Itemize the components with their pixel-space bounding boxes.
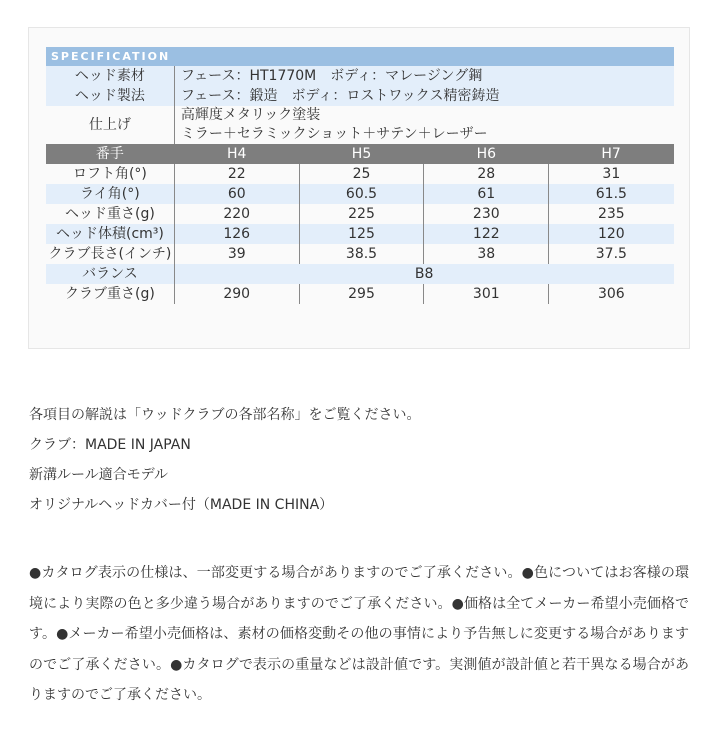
table-row-balance	[46, 264, 674, 284]
table-cell: 306	[597, 286, 625, 302]
table-cell: 38	[424, 244, 549, 264]
table-cell: 230	[424, 204, 549, 224]
row-value	[174, 106, 673, 144]
finish-line-1: 高輝度メタリック塗装	[180, 107, 321, 123]
table-cell: 295	[299, 284, 424, 304]
table-row-club-weight	[46, 284, 674, 304]
note-item: クラブ：MADE IN JAPAN	[29, 437, 191, 453]
table-row-process	[46, 86, 674, 106]
table-cell: 37.5	[595, 246, 627, 262]
finish-line-2: ミラー＋セラミックショット＋サテン＋レーザー	[180, 126, 488, 142]
table-cell: 60.5	[299, 184, 424, 204]
table-cell: 235	[597, 206, 625, 222]
table-header-row	[46, 144, 674, 164]
table-cell: 220	[174, 204, 299, 224]
table-cell: 126	[174, 224, 299, 244]
table-row-lie	[46, 184, 674, 204]
table-row-head-weight	[46, 204, 674, 224]
row-label: 仕上げ	[46, 106, 174, 144]
column-header: H7	[549, 144, 674, 164]
row-label: バランス	[46, 264, 174, 284]
specification-panel	[28, 27, 690, 349]
table-cell: 39	[174, 244, 299, 264]
table-cell: 125	[299, 224, 424, 244]
table-cell: 60	[174, 184, 299, 204]
table-cell: 31	[602, 166, 621, 182]
table-cell: 22	[174, 164, 299, 184]
column-header: H4	[174, 144, 299, 164]
table-cell: 28	[424, 164, 549, 184]
column-header: H5	[299, 144, 424, 164]
row-label: ヘッド体積(cm³)	[46, 224, 174, 244]
row-label: クラブ長さ(インチ)	[46, 244, 174, 264]
notes-list	[29, 405, 689, 525]
table-cell: 38.5	[299, 244, 424, 264]
column-header: H6	[424, 144, 549, 164]
row-label: ロフト角(°)	[46, 164, 174, 184]
table-cell: 122	[424, 224, 549, 244]
row-label: ライ角(°)	[46, 184, 174, 204]
table-cell: 290	[174, 284, 299, 304]
table-row-material	[46, 66, 674, 86]
note-item: 新溝ルール適合モデル	[29, 467, 169, 483]
table-cell: 25	[299, 164, 424, 184]
table-cell: 61	[424, 184, 549, 204]
row-label: ヘッド製法	[46, 86, 174, 106]
table-row-head-volume	[46, 224, 674, 244]
table-row-club-length	[46, 244, 674, 264]
table-cell: 120	[549, 224, 674, 244]
row-label: ヘッド重さ(g)	[46, 204, 174, 224]
specification-header: SPECIFICATION	[46, 47, 674, 66]
row-value: フェース：HT1770M ボディ：マレージング鋼	[174, 66, 673, 86]
row-value: フェース：鍛造 ボディ：ロストワックス精密鋳造	[174, 86, 673, 106]
disclaimer-text: ●カタログ表示の仕様は、一部変更する場合がありますのでご了承ください。●色についてはお客様の環境により実際の色と多少違う場合がありますのでご了承ください。●価格は全てメーカー希望小売価格です。●メーカー希望小売価格は、素材の価格変動その他の事情により予告無しに変更する場合がありますのでご了承ください。●カタログで表示の重量などは設計値です。実測値が設計値と若干異なる場合がありますのでご了承ください。	[29, 565, 689, 703]
note-item: オリジナルヘッドカバー付（MADE IN CHINA）	[29, 497, 334, 513]
table-cell: 225	[299, 204, 424, 224]
row-label: ヘッド素材	[46, 66, 174, 86]
row-label: クラブ重さ(g)	[46, 284, 174, 304]
table-cell: 61.5	[549, 184, 674, 204]
specification-table	[46, 66, 674, 304]
table-cell: 301	[424, 284, 549, 304]
table-cell: B8	[174, 264, 673, 284]
table-row-loft	[46, 164, 674, 184]
note-item: 各項目の解説は「ウッドクラブの各部名称」をご覧ください。	[29, 407, 421, 423]
column-header-label: 番手	[46, 144, 174, 164]
table-row-finish	[46, 106, 674, 144]
